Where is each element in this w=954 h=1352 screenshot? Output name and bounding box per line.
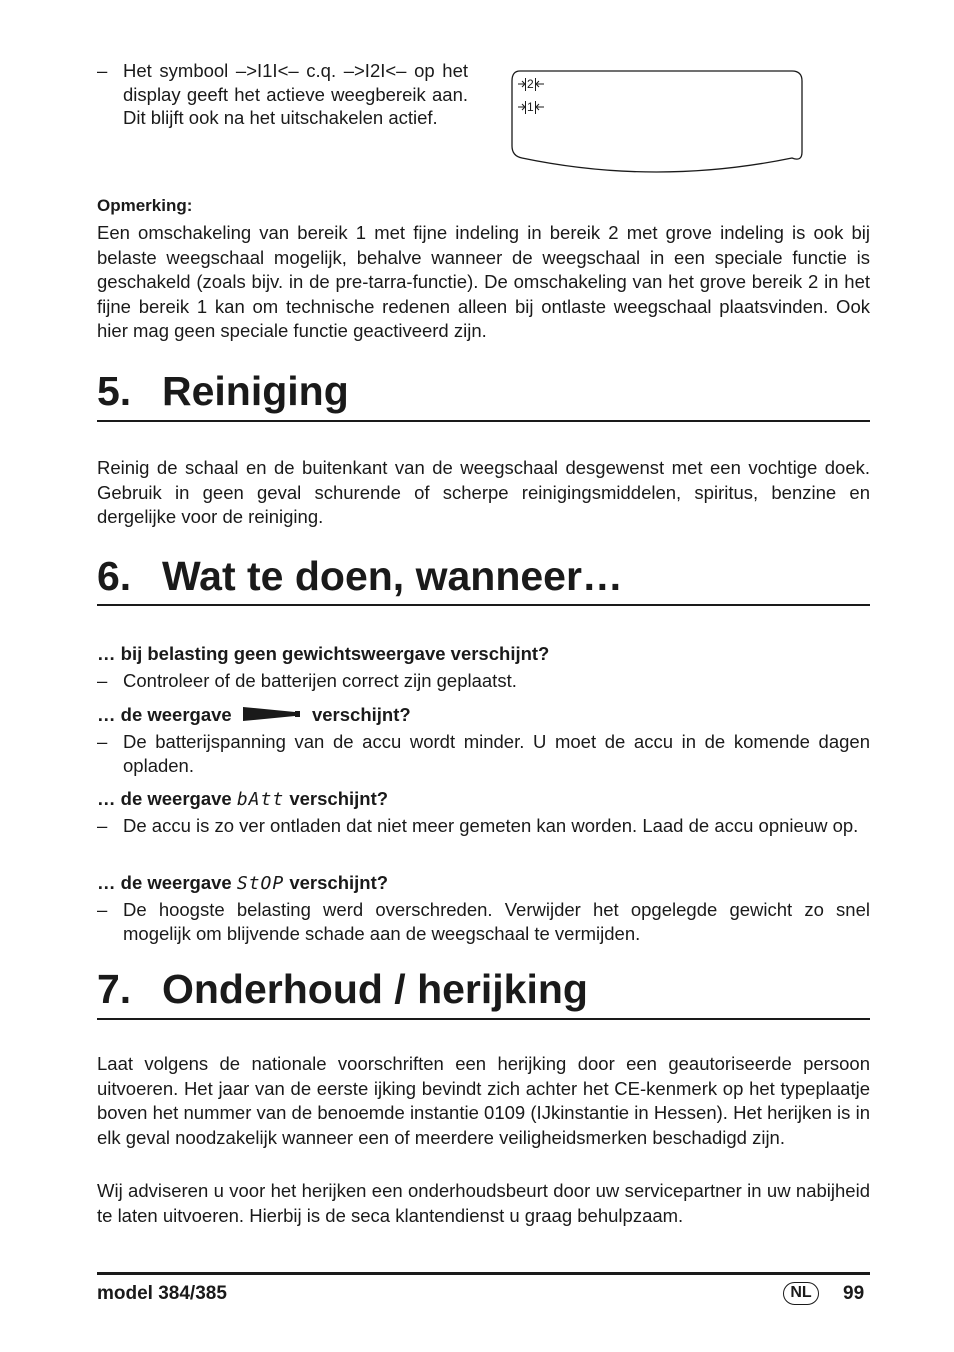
- answer-text: De hoogste belasting werd overschreden. Verwijder het opgelegde gewicht zo snel mogelijk om blijvende schade aan de weegschaal te vermijden.: [123, 899, 870, 944]
- display-text-batt: bAtt: [236, 789, 285, 810]
- question-text: … de weergave: [97, 788, 232, 809]
- range-2-label: 2: [527, 77, 534, 91]
- display-illustration: [510, 70, 804, 174]
- language-badge: [783, 1282, 819, 1305]
- question-text: … de weergave: [97, 872, 232, 893]
- footer-rule: [97, 1272, 870, 1275]
- page-number: 99: [843, 1283, 865, 1304]
- range-1-label: 1: [527, 100, 534, 114]
- language-code: NL: [790, 1284, 812, 1301]
- question-text: … bij belasting geen gewichtsweergave verschijnt?: [97, 643, 550, 664]
- dash: –: [97, 815, 108, 836]
- answer-text: De accu is zo ver ontladen dat niet meer gemeten kan worden. Laad de accu opnieuw op.: [123, 815, 859, 836]
- question-suffix: verschijnt?: [289, 788, 389, 809]
- battery-low-icon: [243, 705, 301, 723]
- section-5-text: Reinig de schaal en de buitenkant van de weegschaal desgewenst met een vochtige doek. Gebruik in geen geval schurende of scherpe reinigingsmiddelen, spiritus, benzine en dergelijke voor de reiniging.: [97, 457, 870, 527]
- remark-text: Een omschakeling van bereik 1 met fijne indeling in bereik 2 met grove indeling is ook bij belaste weegschaal mogelijk, behalve wanneer de weegschaal in een speciale functie is geschakeld (zoals bijv. in de pre-tarra-functie). De omschakeling van het grove bereik 2 in het fijne bereik 1 kan om technische redenen alleen bij ontlaste weegschaal plaatsvinden. Ook hier mag geen speciale functie geactiveerd zijn.: [97, 222, 870, 341]
- section-5-heading: [97, 368, 349, 414]
- section-7-number: 7.: [97, 966, 132, 1012]
- dash: –: [97, 731, 108, 752]
- question-suffix: verschijnt?: [289, 872, 389, 893]
- section-5-title: Reiniging: [162, 368, 349, 414]
- section-5-rule: [97, 420, 870, 422]
- range-symbol-text: Het symbool –>I1I<– c.q. –>I2I<– op het display geeft het actieve weegbereik aan. Dit blijft ook na het uitschakelen actief.: [123, 60, 468, 128]
- question-heading: [97, 642, 549, 666]
- section-7-title: Onderhoud / herijking: [162, 966, 588, 1012]
- section-7-text-2: Wij adviseren u voor het herijken een onderhoudsbeurt door uw servicepartner in uw nabijheid te laten uitvoeren. Hierbij is de seca klantendienst u graag behulpzaam.: [97, 1180, 870, 1226]
- question-text: … de weergave: [97, 704, 232, 725]
- question-heading: [97, 871, 388, 896]
- answer: [97, 669, 870, 693]
- dash: –: [97, 670, 108, 691]
- section-6-number: 6.: [97, 553, 132, 599]
- section-7-text-1: Laat volgens de nationale voorschriften een herijking door een geautoriseerde persoon uitvoeren. Het jaar van de eerste ijking bevindt zich achter het CE-kenmerk op het typeplaatje boven het nummer van de benoemde instantie 0109 (IJkinstantie in Hessen). Het herijken is in elk geval noodzakelijk wanneer een of meerdere veiligheidsmerken beschadigd zijn.: [97, 1053, 870, 1148]
- display-outline: [510, 70, 804, 174]
- section-6-rule: [97, 604, 870, 606]
- answer: [97, 814, 870, 838]
- answer-text: De batterijspanning van de accu wordt minder. U moet de accu in de komende dagen opladen.: [123, 731, 870, 776]
- footer-model: model 384/385: [97, 1283, 227, 1304]
- question-suffix: verschijnt?: [311, 704, 411, 725]
- answer: [97, 730, 870, 777]
- section-7-rule: [97, 1018, 870, 1020]
- section-7-heading: [97, 966, 588, 1012]
- dash: –: [97, 899, 108, 920]
- section-6-title: Wat te doen, wanneer…: [162, 553, 623, 599]
- dash: –: [97, 60, 108, 81]
- question-heading: [97, 787, 388, 812]
- answer: [97, 898, 870, 945]
- section-5-number: 5.: [97, 368, 132, 414]
- answer-text: Controleer of de batterijen correct zijn geplaatst.: [123, 670, 517, 691]
- range-symbol-note: [97, 59, 468, 130]
- question-heading: [97, 703, 411, 727]
- section-6-heading: [97, 553, 623, 599]
- remark-heading: Opmerking:: [97, 196, 193, 215]
- display-text-stop: StOP: [236, 873, 285, 894]
